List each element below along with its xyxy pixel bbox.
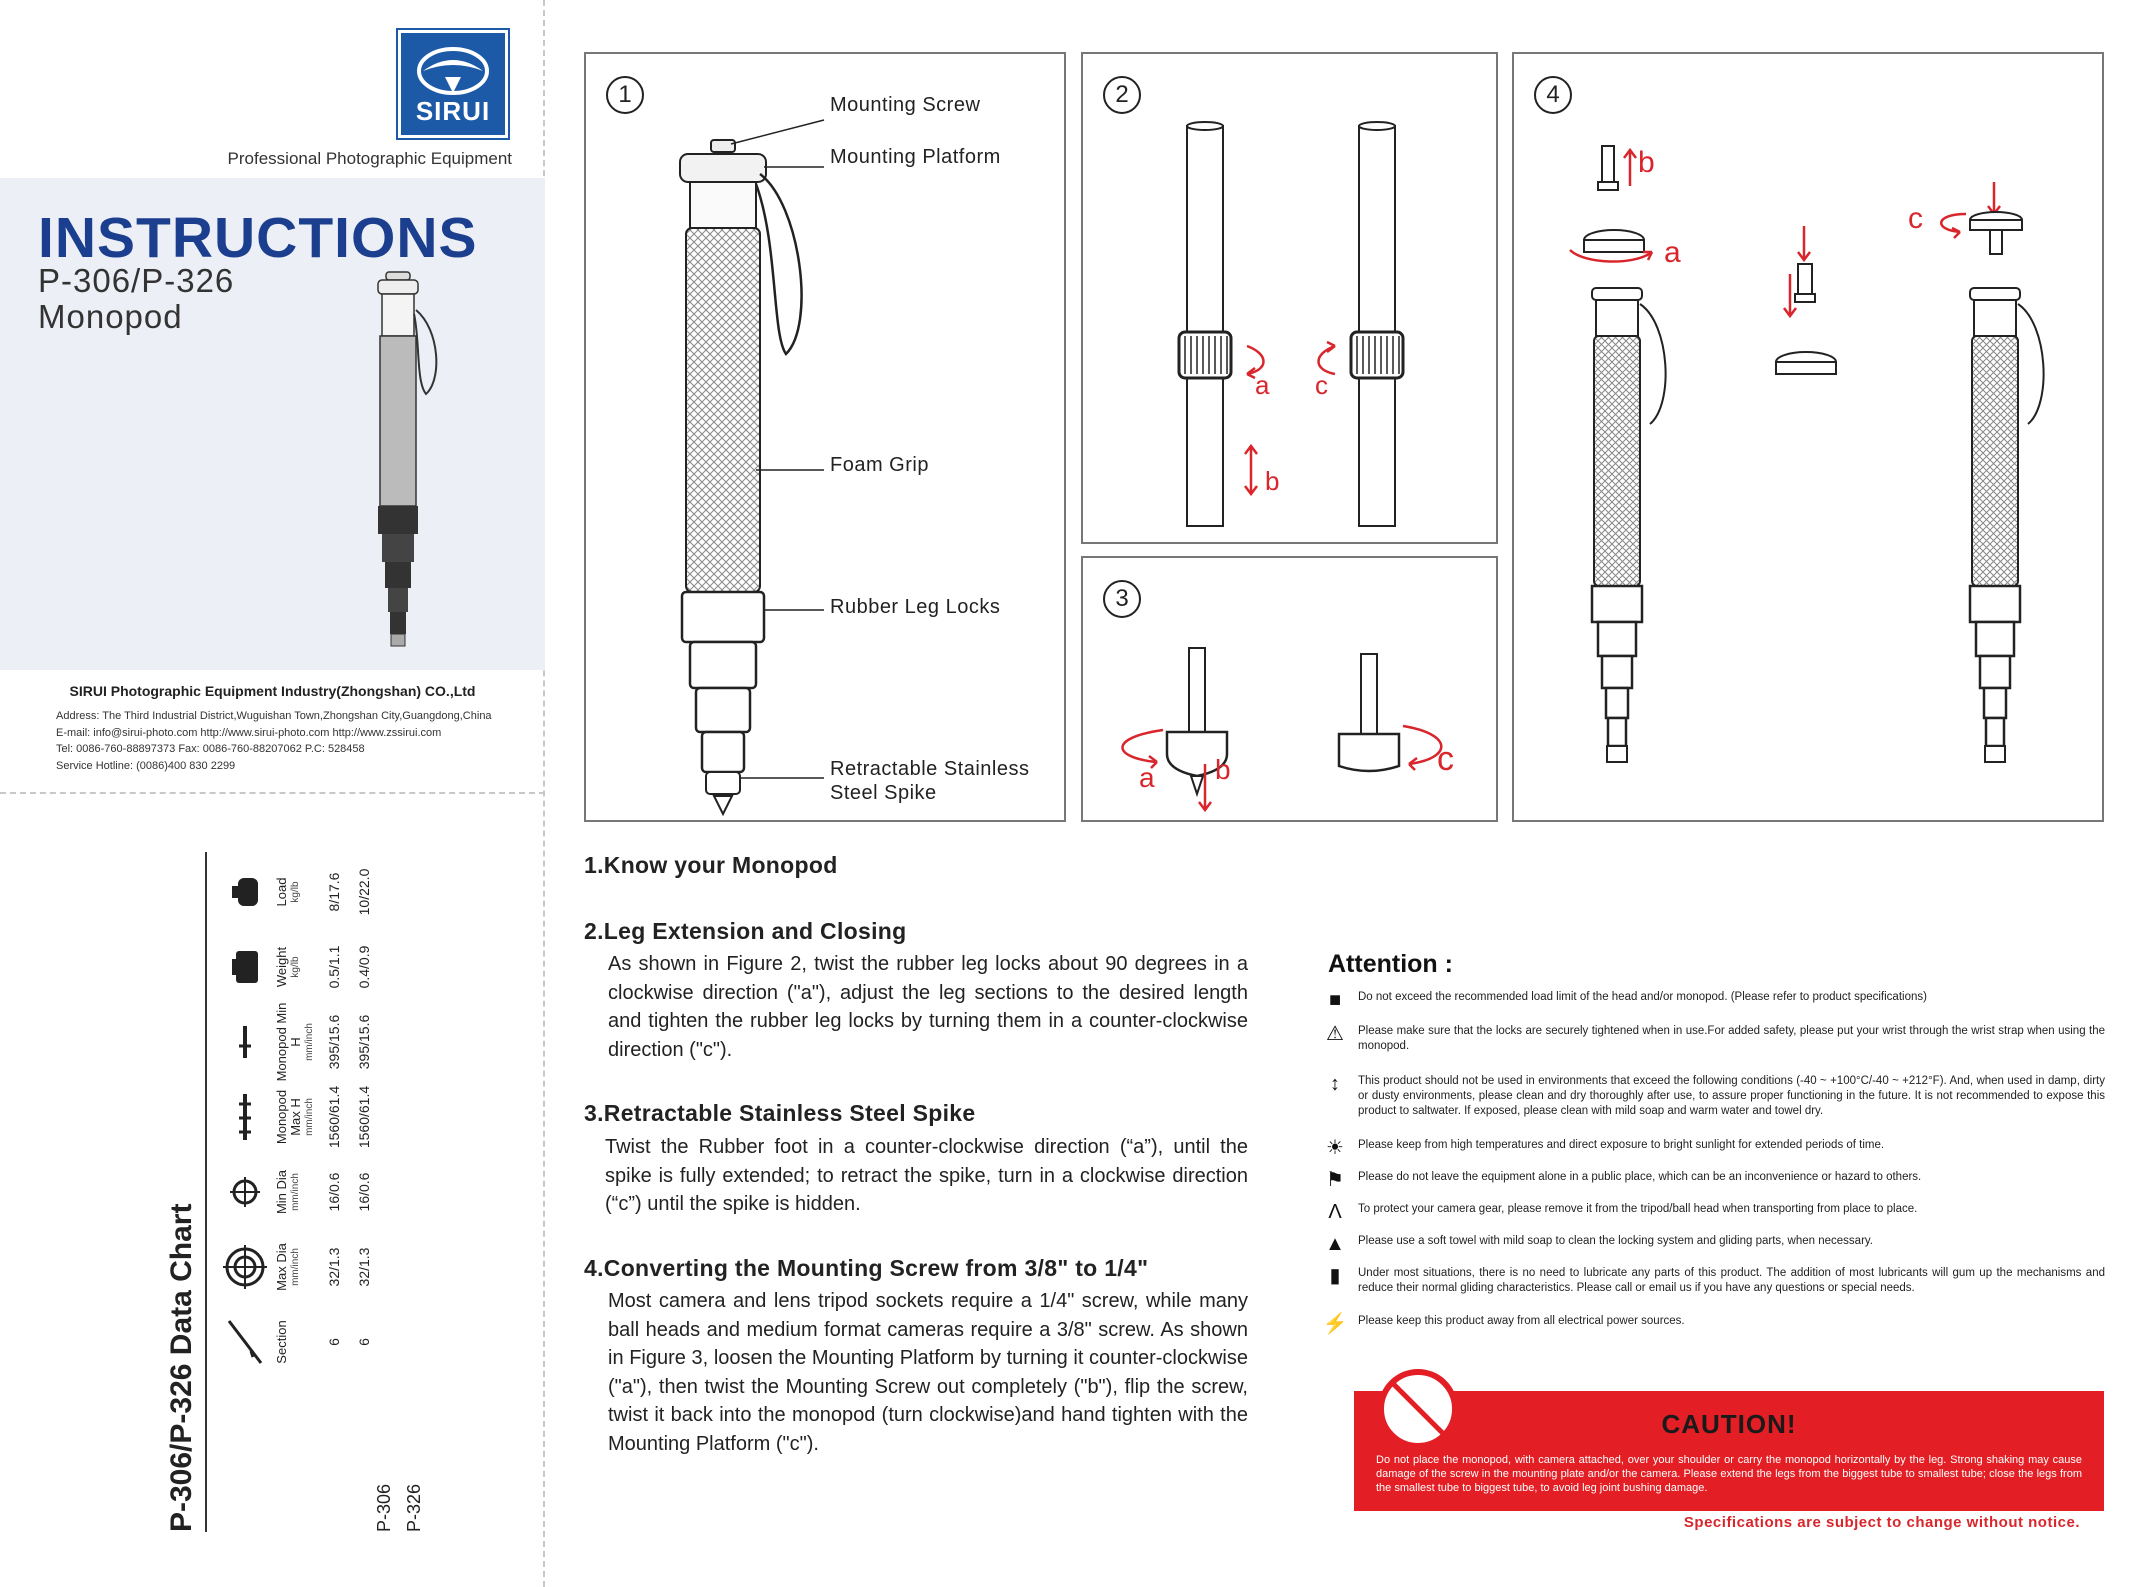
attention-item: ⚡ Please keep this product away from all electrical power sources. [1320, 1314, 2105, 1334]
chart-head-min-height: Monopod Min H mm/inch [274, 1002, 315, 1082]
company-name: SIRUI Photographic Equipment Industry(Zhongshan) CO.,Ltd [69, 683, 476, 699]
data-chart [165, 832, 595, 1532]
figure-number: 4 [1534, 76, 1572, 114]
figure-number: 2 [1103, 76, 1141, 114]
chart-value: 1560/61.4 [356, 1085, 372, 1149]
figure-2 [1081, 52, 1498, 544]
label-a: a [1664, 236, 1681, 269]
section-body-2: As shown in Figure 2, twist the rubber leg locks about 90 degrees in a clockwise direction ("a"), adjust the leg sections to the desired length and tighten the rubber leg locks by turning them in a counter-clockwise direction ("c"). [608, 953, 1248, 1061]
chart-col-load [215, 852, 379, 932]
left-divider [0, 792, 545, 794]
label-b: b [1215, 754, 1231, 785]
callout-foam-grip: Foam Grip [830, 454, 929, 476]
min-height-icon [215, 1002, 275, 1082]
chart-value: 16/0.6 [326, 1172, 342, 1212]
section-icon [215, 1302, 275, 1382]
chart-col-min-height [215, 1002, 379, 1082]
chart-value: 16/0.6 [356, 1172, 372, 1212]
contact-address: Address: The Third Industrial District,Wuguishan Town,Zhongshan City,Guangdong,China [56, 710, 492, 722]
soap-bottle-icon: ▲ [1325, 1233, 1345, 1255]
warning-icon: ⚠ [1326, 1023, 1344, 1045]
spec-note: Specifications are subject to change without notice. [1683, 1514, 2080, 1531]
chart-value: 395/15.6 [326, 1014, 342, 1070]
callout-mounting-platform: Mounting Platform [830, 146, 1001, 168]
contact-phone: Tel: 0086-760-88897373 Fax: 0086-760-88207062 P.C: 528458 [56, 743, 365, 755]
chart-col-weight [215, 927, 379, 1007]
section-body-3: Twist the Rubber foot in a counter-clockwise direction (“a”), until the spike is fully extended; to retract the spike, turn in a clockwise direction (“c”) until the spike is hidden. [605, 1136, 1248, 1215]
attention-item: ↕ This product should not be used in environments that exceed the following conditions (-40 ~ +100°C/-40 ~ +212°F). And, when used in damp, dirty or dusty environments, please clean and dry thoroughly after use, to assure proper functioning in the future. It is not recommended to expose this product to saltwater. If exposed, please clean with mild soap and warm water and towel dry. [1320, 1074, 2105, 1119]
figure-number: 3 [1103, 580, 1141, 618]
chart-head-min-dia: Min Dia mm/inch [274, 1169, 301, 1215]
chart-model-label: P-306 [374, 1483, 394, 1532]
chart-col-section [215, 1302, 379, 1382]
section-title-4: 4.Converting the Mounting Screw from 3/8" to 1/4" [584, 1255, 1149, 1281]
chart-value: 1560/61.4 [326, 1085, 342, 1149]
section-title-3: 3.Retractable Stainless Steel Spike [584, 1100, 976, 1126]
label-c: c [1437, 740, 1454, 778]
section-title-1: 1.Know your Monopod [584, 852, 838, 878]
min-diameter-icon [215, 1152, 275, 1232]
chart-head-load: Load kg/lb [274, 877, 301, 907]
weight-icon [215, 927, 275, 1007]
chart-value: 10/22.0 [356, 868, 372, 916]
attention-item: ▮ Under most situations, there is no need to lubricate any parts of this product. The addition of most lubricants will gum up the mechanisms and reduce their normal gliding characteristics. Please call or email us if you have any questions or special needs. [1320, 1266, 2105, 1296]
label-b: b [1638, 146, 1655, 179]
chart-head-max-dia: Max Dia mm/inch [274, 1243, 301, 1291]
figure-3 [1081, 556, 1498, 822]
chart-head-max-height: Monopod Max H mm/inch [274, 1089, 315, 1145]
chart-value: 6 [356, 1338, 372, 1346]
label-c: c [1908, 202, 1923, 235]
section-title-2: 2.Leg Extension and Closing [584, 918, 907, 944]
contact-hotline: Service Hotline: (0086)400 830 2299 [56, 759, 236, 772]
section-body-4: Most camera and lens tripod sockets require a 1/4" screw, while many ball heads and medium format cameras require a 3/8" screw. As shown in Figure 3, loosen the Mounting Platform by turning it counter-clockwise ("a"), then twist the Mounting Screw out completely ("b"), flip the screw, twist it back into the monopod (turn clockwise)and hand tighten with the Mounting Platform ("c"). [608, 1290, 1248, 1455]
cover-product: Monopod [38, 298, 183, 335]
logo-text: SIRUI [415, 96, 491, 126]
cover-monopod-illustration [360, 270, 460, 655]
callout-mounting-screw: Mounting Screw [830, 94, 981, 116]
figure-1 [584, 52, 1066, 822]
figure-4 [1512, 52, 2104, 822]
cover-title: INSTRUCTIONS [38, 206, 478, 270]
leg-extension-diagram [1083, 54, 1496, 542]
chart-col-max-dia [215, 1227, 379, 1307]
callout-rubber-leg-locks: Rubber Leg Locks [830, 596, 1001, 618]
attention-item: Λ To protect your camera gear, please remove it from the tripod/ball head when transporting from place to place. [1320, 1202, 2105, 1222]
logo-emblem-icon [401, 41, 505, 101]
lubricant-icon: ▮ [1329, 1265, 1341, 1287]
label-a: a [1255, 370, 1270, 400]
sirui-logo [398, 30, 508, 138]
attention-item: ⚠ Please make sure that the locks are securely tightened when in use.For added safety, please put your wrist through the wrist strap when using the monopod. [1320, 1024, 2105, 1054]
chart-col-min-dia [215, 1152, 379, 1232]
tripod-icon: Λ [1328, 1201, 1342, 1223]
max-load-icon [215, 852, 275, 932]
person-walking-icon: ⚑ [1326, 1169, 1344, 1191]
screw-conversion-diagram [1514, 54, 2102, 820]
chart-value: 0.5/1.1 [326, 945, 342, 989]
attention-item: ⚑ Please do not leave the equipment alone in a public place, which can be an inconvenience or hazard to others. [1320, 1170, 2105, 1190]
figure-number: 1 [606, 76, 644, 114]
contact-email-web: E-mail: info@sirui-photo.com http://www.sirui-photo.com http://www.zssirui.com [56, 726, 442, 739]
sun-icon: ☀ [1326, 1137, 1344, 1159]
chart-value: 0.4/0.9 [356, 945, 372, 989]
chart-value: 8/17.6 [326, 872, 342, 912]
label-b: b [1265, 466, 1280, 496]
attention-title: Attention : [1328, 950, 1453, 978]
chart-col-max-height [215, 1077, 379, 1157]
max-diameter-icon [215, 1227, 275, 1307]
callout-spike-line1: Retractable Stainless [830, 758, 1030, 780]
company-contact [56, 708, 492, 774]
weight-icon: ■ [1328, 989, 1342, 1011]
callout-spike-line2: Steel Spike [830, 782, 937, 804]
attention-item: ■ Do not exceed the recommended load limit of the head and/or monopod. (Please refer to product specifications) [1320, 990, 2105, 1010]
caution-title: CAUTION! [1661, 1409, 1797, 1439]
chart-head-section: Section [274, 1320, 289, 1364]
chart-model-label: P-326 [404, 1483, 424, 1532]
caution-text: Do not place the monopod, with camera attached, over your shoulder or carry the monopod horizontally by the leg. Strong shaking may cause damage of the screw in the mounting plate and/or the camera. Please extend the legs from the biggest tube to smallest tube; close the legs from the smallest tube to biggest tube, to avoid leg joint bushing damage. [1376, 1454, 2082, 1494]
chart-value: 32/1.3 [326, 1247, 342, 1287]
data-chart-rule [205, 852, 207, 1532]
chart-value: 32/1.3 [356, 1247, 372, 1287]
label-a: a [1139, 762, 1155, 793]
max-height-icon [215, 1077, 275, 1157]
chart-models [369, 1484, 429, 1532]
lightning-icon: ⚡ [1322, 1313, 1348, 1335]
data-chart-title: P-306/P-326 Data Chart [165, 1203, 198, 1532]
chart-value: 6 [326, 1338, 342, 1346]
chart-value: 395/15.6 [356, 1014, 372, 1070]
temperature-icon: ↕ [1330, 1073, 1340, 1095]
label-c: c [1315, 370, 1328, 400]
brand-tagline: Professional Photographic Equipment [227, 149, 512, 168]
attention-item: ☀ Please keep from high temperatures and direct exposure to bright sunlight for extended periods of time. [1320, 1138, 2105, 1158]
cover-model: P-306/P-326 [38, 262, 235, 299]
chart-head-weight: Weight kg/lb [274, 946, 301, 988]
caution-box [1354, 1391, 2104, 1511]
attention-item: ▲ Please use a soft towel with mild soap to clean the locking system and gliding parts, when necessary. [1320, 1234, 2105, 1254]
